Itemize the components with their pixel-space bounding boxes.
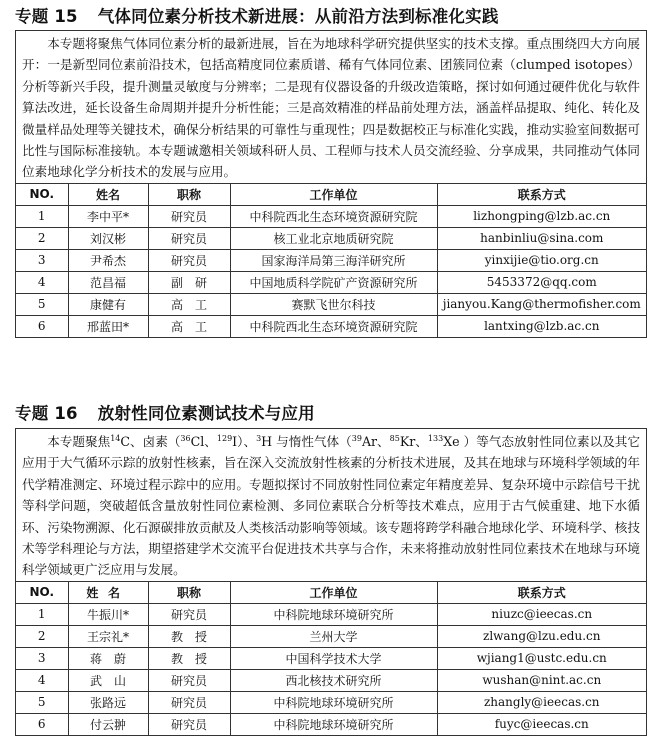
cell-affiliation: 中国科学技术大学 [230, 647, 437, 669]
topic-15-number: 专题 15 [15, 7, 78, 26]
cell-title: 教 授 [148, 625, 230, 647]
cell-no: 5 [16, 691, 68, 713]
cell-affiliation: 国家海洋局第三海洋研究所 [230, 249, 437, 271]
cell-no: 2 [16, 227, 68, 249]
cell-affiliation: 中科院西北生态环境资源研究院 [230, 315, 437, 337]
cell-title: 副 研 [148, 271, 230, 293]
cell-contact: zhangly@ieecas.cn [437, 691, 646, 713]
cell-name: 尹希杰 [68, 249, 148, 271]
col-header-affiliation: 工作单位 [230, 183, 437, 205]
topic-16-title-text: 放射性同位素测试技术与应用 [97, 404, 315, 423]
cell-affiliation: 中国地质科学院矿产资源研究所 [230, 271, 437, 293]
cell-title: 高 工 [148, 293, 230, 315]
col-header-title: 职称 [148, 183, 230, 205]
cell-affiliation: 西北核技术研究所 [230, 669, 437, 691]
table-header-row [16, 581, 646, 603]
cell-contact: lantxing@lzb.ac.cn [437, 315, 646, 337]
table-header-row [16, 183, 646, 205]
cell-no: 3 [16, 249, 68, 271]
cell-name: 牛振川* [68, 603, 148, 625]
cell-affiliation: 中科院西北生态环境资源研究院 [230, 205, 437, 227]
cell-no: 6 [16, 315, 68, 337]
cell-affiliation: 兰州大学 [230, 625, 437, 647]
cell-name: 张路远 [68, 691, 148, 713]
topic-15-table [16, 183, 646, 337]
table-row [16, 293, 646, 315]
col-header-affiliation: 工作单位 [230, 581, 437, 603]
cell-contact: fuyc@ieecas.cn [437, 713, 646, 735]
cell-title: 研究员 [148, 249, 230, 271]
table-row [16, 603, 646, 625]
cell-affiliation: 中科院地球环境研究所 [230, 603, 437, 625]
cell-title: 教 授 [148, 647, 230, 669]
cell-name: 武 山 [68, 669, 148, 691]
cell-contact: zlwang@lzu.edu.cn [437, 625, 646, 647]
col-header-name: 姓名 [68, 183, 148, 205]
cell-name: 刘汉彬 [68, 227, 148, 249]
cell-name: 邢蓝田* [68, 315, 148, 337]
table-row [16, 713, 646, 735]
cell-affiliation: 核工业北京地质研究院 [230, 227, 437, 249]
cell-contact: yinxijie@tio.org.cn [437, 249, 646, 271]
cell-no: 6 [16, 713, 68, 735]
cell-contact: hanbinliu@sina.com [437, 227, 646, 249]
cell-contact: wjiang1@ustc.edu.cn [437, 647, 646, 669]
table-row [16, 669, 646, 691]
cell-no: 2 [16, 625, 68, 647]
col-header-name: 姓名 [68, 581, 148, 603]
topic-16-table [16, 581, 646, 735]
cell-contact: wushan@nint.ac.cn [437, 669, 646, 691]
cell-name: 李中平* [68, 205, 148, 227]
table-row [16, 271, 646, 293]
topic-15-intro: 本专题将聚焦气体同位素分析的最新进展，旨在为地球科学研究提供坚实的技术支撑。重点围绕四大方向展开：一是新型同位素前沿技术，包括高精度同位素质谱、稀有气体同位素、团簇同位素（clumped isotopes）分析等新兴手段，提升测量灵敏度与分辨率；二是现有仪器设备的升级改造策略，探讨如何通过硬件优化与软件算法改进，延长设备生命周期并提升分析性能；三是高效精准的样品前处理方法，涵盖样品提取、纯化、转化及微量样品处理等关键技术，确保分析结果的可靠性与重现性；四是数据校正与标准化实践，推动实验室间数据可比性与国际标准接轨。本专题诚邀相关领域科研人员、工程师与技术人员交流经验、分享成果，共同推动气体同位素地球化学分析技术的发展与应用。 [22, 36, 640, 180]
cell-title: 研究员 [148, 205, 230, 227]
cell-no: 3 [16, 647, 68, 669]
topic-16-number: 专题 16 [15, 404, 78, 423]
cell-contact: lizhongping@lzb.ac.cn [437, 205, 646, 227]
col-header-contact: 联系方式 [437, 581, 646, 603]
cell-name: 付云翀 [68, 713, 148, 735]
table-row [16, 647, 646, 669]
cell-title: 高 工 [148, 315, 230, 337]
topic-15-title-text: 气体同位素分析技术新进展：从前沿方法到标准化实践 [97, 7, 499, 26]
cell-name: 蒋 蔚 [68, 647, 148, 669]
col-header-no: NO. [16, 183, 68, 205]
cell-no: 5 [16, 293, 68, 315]
col-header-no: NO. [16, 581, 68, 603]
topic-16-intro: 本专题聚焦$^{14}$C、卤素（$^{36}$Cl、$^{129}$I）、$^3$H 与惰性气体（$^{39}$Ar、$^{85}$Kr、$^{133}$Xe ）等气态放射性同位素以及其它应用于大气循环示踪的放射性核素，旨在深入交流放射性核素的分析技术进展，及其在地球与环境科学领域的年代学精准测定、环境过程示踪中的应用。专题拟探讨不同放射性同位素定年精度差异、复杂环境中示踪信号干扰等科学问题，突破超低含量放射性同位素检测、多同位素联合分析等技术难点，应用于古气候重建、地下水循环、污染物溯源、化石源碳排放贡献及人类核活动影响等领域。该专题将跨学科融合地球化学、环境科学、核技术等学科理论与方法，期望搭建学术交流平台促进技术共享与合作，未来将推动放射性同位素技术在地球与环境科学领域更广泛应用与发展。 [22, 433, 641, 578]
cell-title: 研究员 [148, 603, 230, 625]
cell-title: 研究员 [148, 227, 230, 249]
table-row [16, 249, 646, 271]
cell-no: 4 [16, 271, 68, 293]
topic-15-box [15, 30, 647, 338]
cell-affiliation: 中科院地球环境研究所 [230, 713, 437, 735]
col-header-title: 职称 [148, 581, 230, 603]
cell-contact: 5453372@qq.com [437, 271, 646, 293]
cell-title: 研究员 [148, 669, 230, 691]
cell-title: 研究员 [148, 691, 230, 713]
topic-15-title [15, 3, 499, 27]
cell-affiliation: 中科院地球环境研究所 [230, 691, 437, 713]
table-row [16, 227, 646, 249]
cell-contact: niuzc@ieecas.cn [437, 603, 646, 625]
cell-no: 1 [16, 205, 68, 227]
cell-no: 1 [16, 603, 68, 625]
topic-16-box [15, 428, 647, 736]
table-row [16, 315, 646, 337]
col-header-contact: 联系方式 [437, 183, 646, 205]
cell-name: 王宗礼* [68, 625, 148, 647]
topic-16-title [15, 400, 315, 424]
cell-title: 研究员 [148, 713, 230, 735]
table-row [16, 205, 646, 227]
cell-no: 4 [16, 669, 68, 691]
cell-name: 康健有 [68, 293, 148, 315]
cell-name: 范昌福 [68, 271, 148, 293]
cell-affiliation: 赛默飞世尔科技 [230, 293, 437, 315]
table-row [16, 625, 646, 647]
table-row [16, 691, 646, 713]
cell-contact: jianyou.Kang@thermofisher.com [437, 293, 646, 315]
